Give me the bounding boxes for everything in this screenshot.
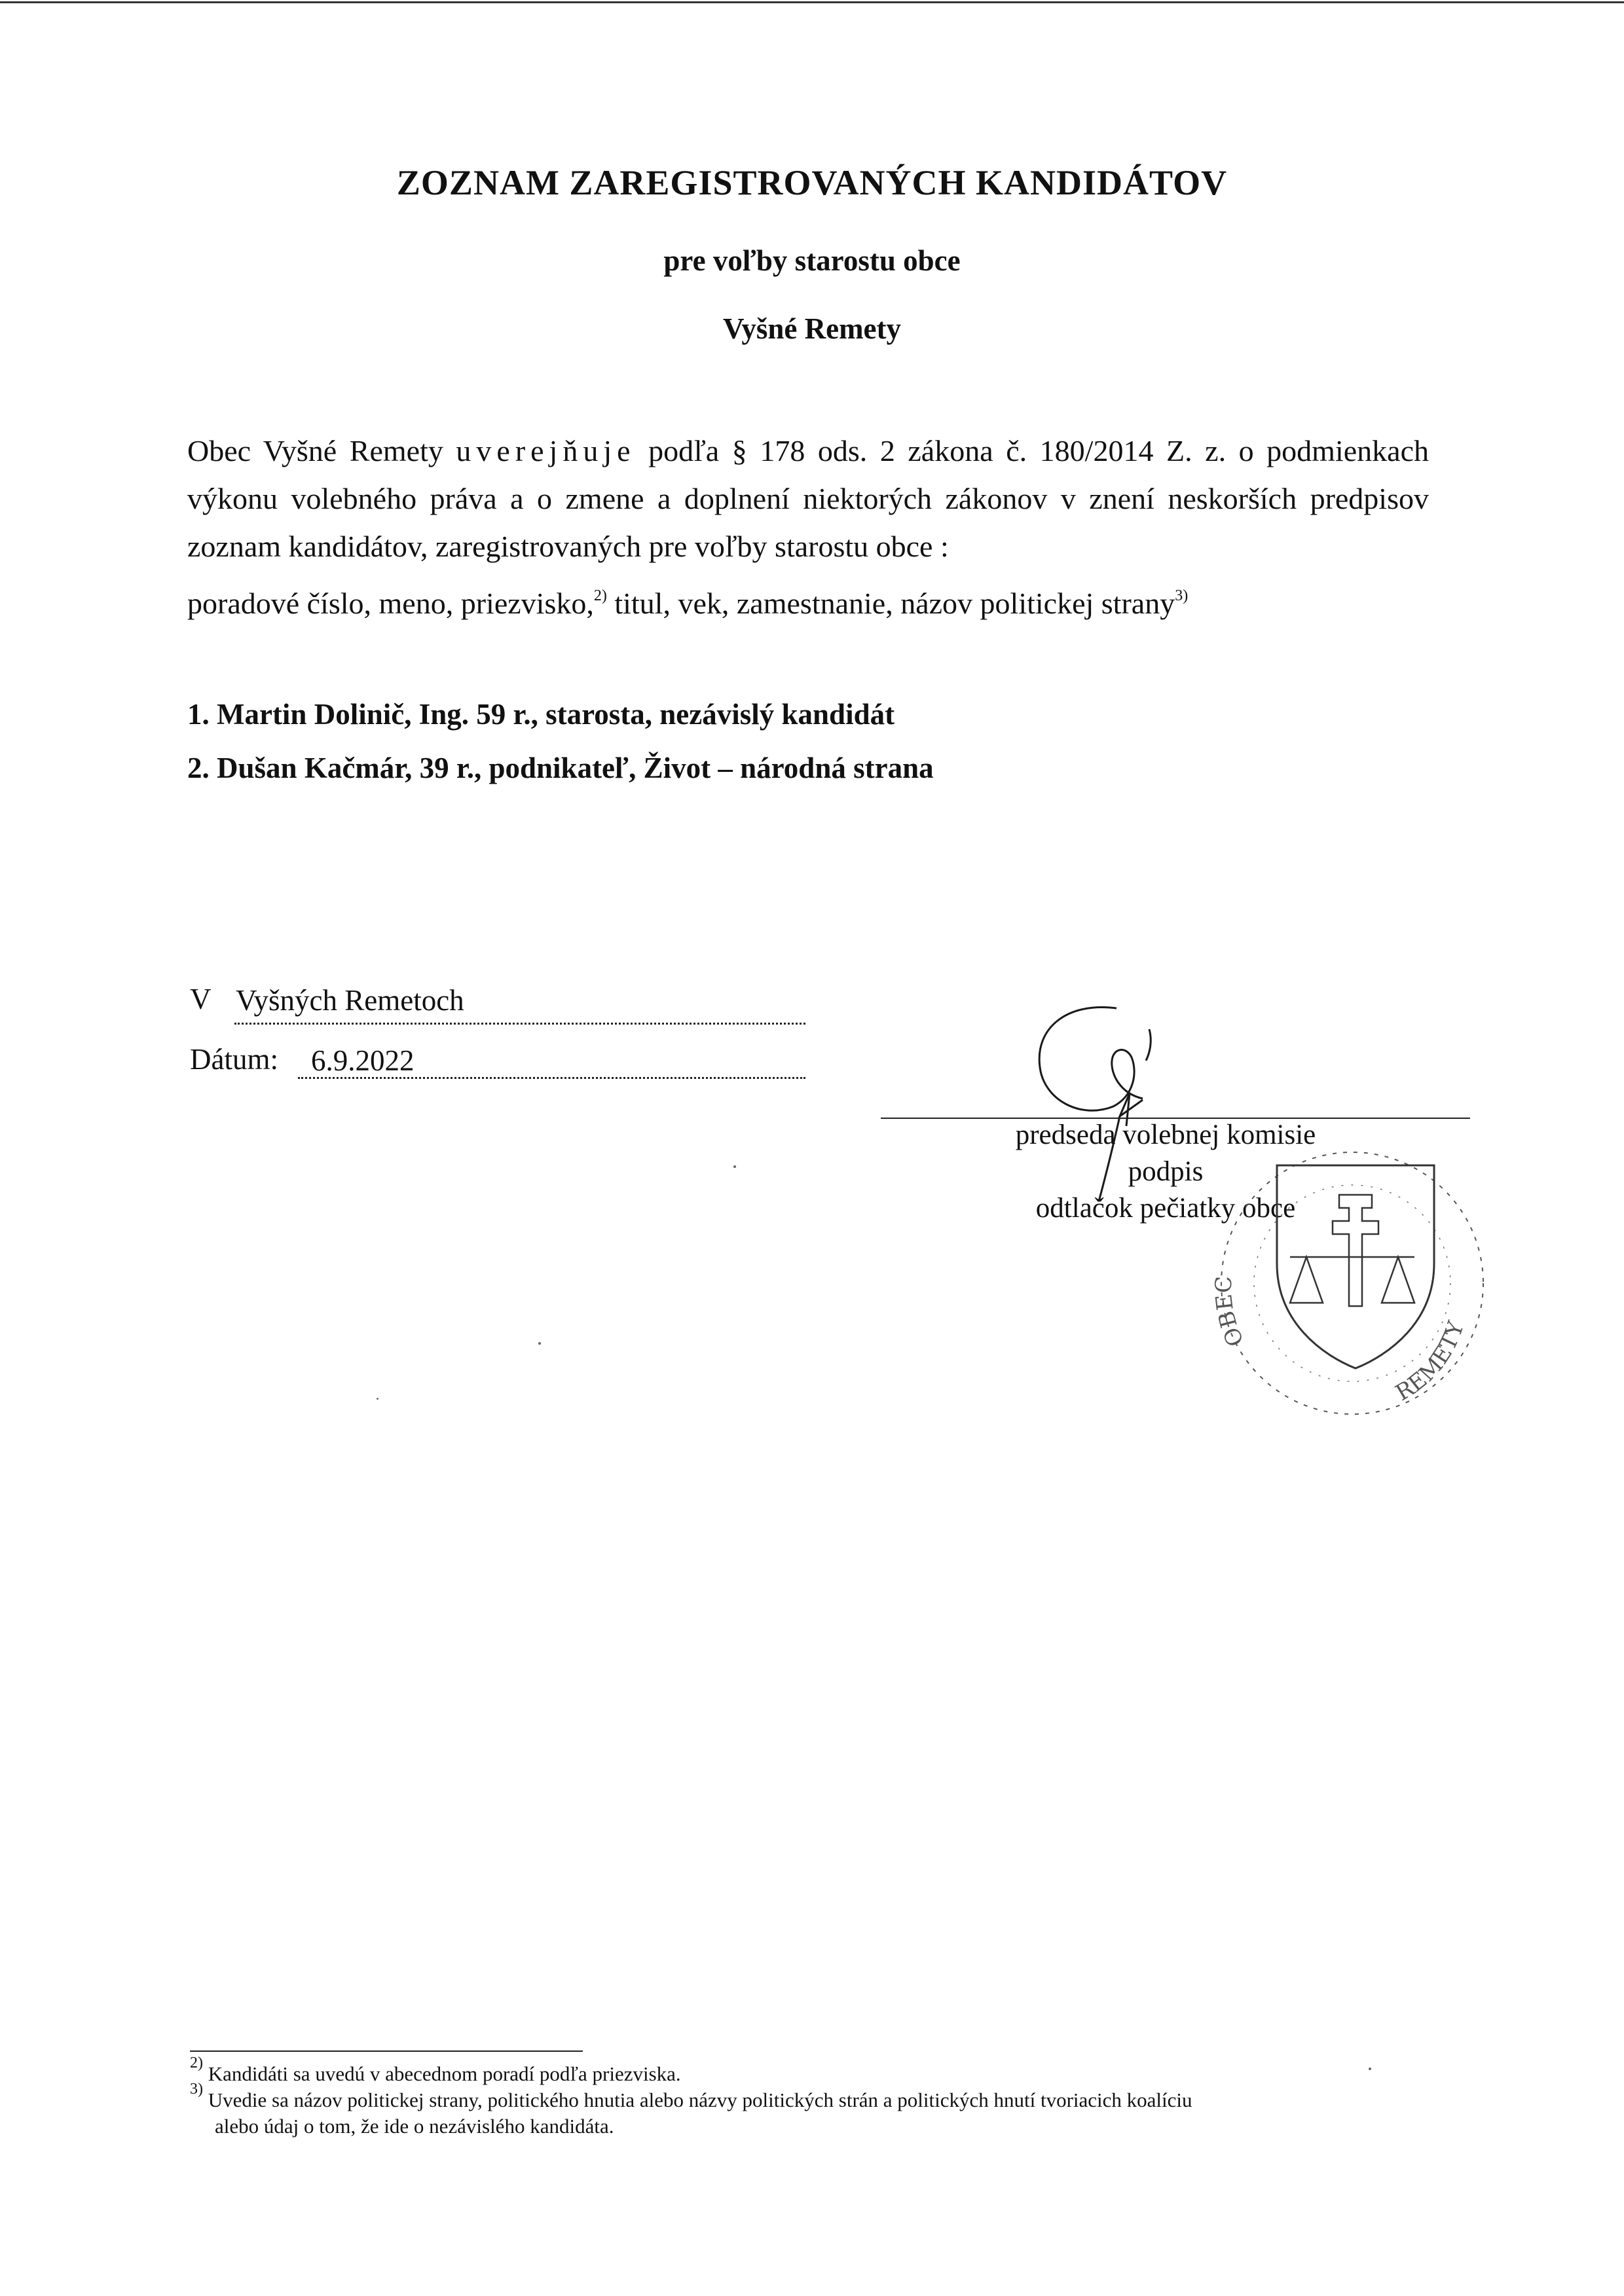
candidate-item: 1. Martin Dolinič, Ing. 59 r., starosta, nezávislý kandidát bbox=[187, 698, 895, 731]
date-dotted-line bbox=[298, 1077, 805, 1079]
document-subtitle: pre voľby starostu obce bbox=[663, 244, 961, 277]
scan-speck bbox=[1369, 2068, 1371, 2070]
date-label: Dátum: bbox=[190, 1043, 278, 1076]
chairman-label: predseda volebnej komisie bbox=[1015, 1120, 1316, 1150]
footnote-3-continued: alebo údaj o tom, že ide o nezávislého kandidáta. bbox=[215, 2115, 614, 2138]
footnote-ref-2: 2) bbox=[593, 587, 607, 604]
intro-text-rest: podľa § 178 ods. 2 zákona č. 180/2014 Z. z. o podmienkach výkonu volebného práva a o zmene a doplnení niektorých zákonov v znení neskorších predpisov zoznam kandidátov, zaregistrovaných pre voľby starostu obce : bbox=[187, 434, 1429, 563]
top-border-line bbox=[0, 1, 1624, 3]
scan-speck bbox=[733, 1165, 736, 1168]
field-description bbox=[187, 584, 1431, 623]
footnote-divider bbox=[190, 2050, 583, 2052]
footnote-3 bbox=[190, 2081, 1473, 2113]
intro-spaced-word: uverejňuje bbox=[456, 434, 636, 467]
stamp-text-left: OBEC bbox=[1210, 1275, 1249, 1351]
footnote-mark: 3) bbox=[190, 2081, 203, 2098]
scan-speck bbox=[538, 1342, 541, 1345]
footnote-2 bbox=[190, 2054, 1473, 2087]
stamp-text-right: REMETY bbox=[1391, 1318, 1470, 1407]
municipal-stamp bbox=[1205, 1126, 1493, 1427]
candidate-list bbox=[187, 687, 1431, 795]
intro-text-start: Obec Vyšné Remety bbox=[187, 434, 456, 467]
footnote-text: Uvedie sa názov politickej strany, politického hnutia alebo názvy politických strán a politických hnutí tvoriacich koalíciu bbox=[208, 2088, 1192, 2111]
place-dotted-line bbox=[234, 1023, 805, 1025]
place-label: V bbox=[190, 983, 212, 1015]
field-text-2: titul, vek, zamestnanie, názov politickej strany bbox=[606, 587, 1175, 620]
footnote-mark: 2) bbox=[190, 2054, 203, 2071]
document-title: ZOZNAM ZAREGISTROVANÝCH KANDIDÁTOV bbox=[396, 163, 1228, 202]
footnote-ref-3: 3) bbox=[1175, 587, 1189, 604]
field-text-1: poradové číslo, meno, priezvisko, bbox=[187, 587, 594, 620]
date-value: 6.9.2022 bbox=[311, 1044, 415, 1077]
stamp-label: odtlačok pečiatky obce bbox=[1035, 1193, 1296, 1224]
footnote-text: Kandidáti sa uvedú v abecednom poradí podľa priezviska. bbox=[208, 2062, 681, 2085]
footnotes bbox=[190, 2054, 1473, 2140]
municipality-name: Vyšné Remety bbox=[722, 312, 902, 345]
signature-label: podpis bbox=[1128, 1156, 1204, 1187]
intro-paragraph bbox=[187, 427, 1429, 570]
place-value: Vyšných Remetoch bbox=[236, 984, 464, 1017]
scan-speck bbox=[377, 1398, 378, 1400]
candidate-item: 2. Dušan Kačmár, 39 r., podnikateľ, Život – národná strana bbox=[187, 752, 934, 784]
